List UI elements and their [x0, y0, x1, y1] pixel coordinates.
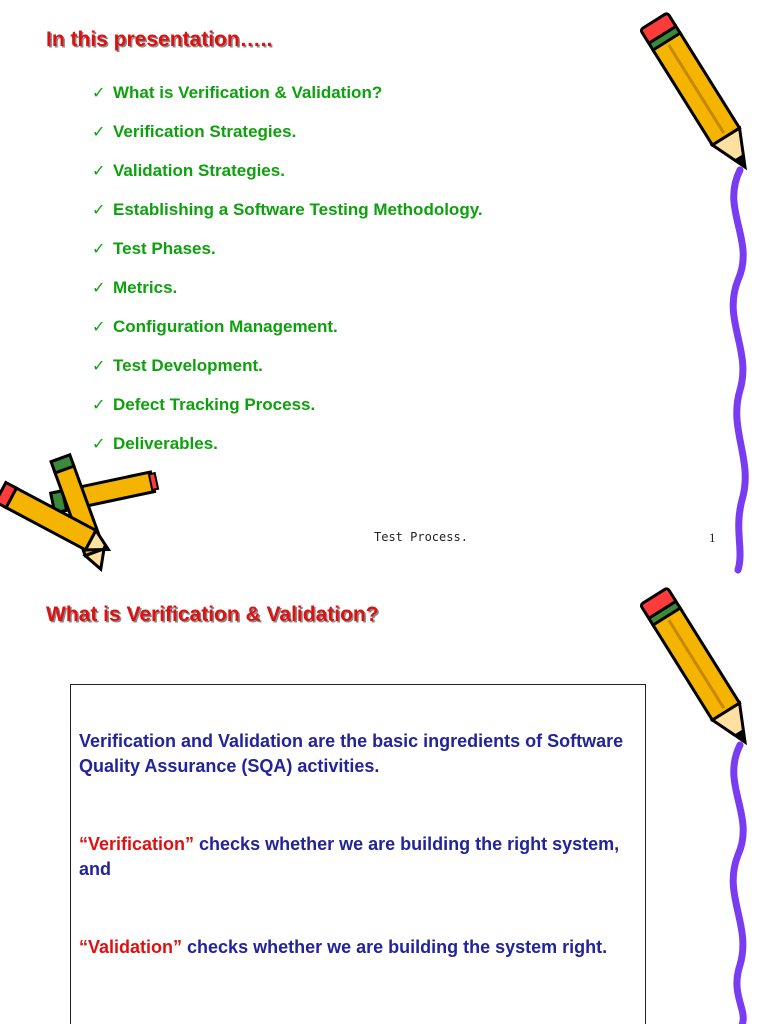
list-item	[92, 119, 483, 158]
check-icon: ✓	[92, 434, 106, 453]
list-item	[92, 80, 483, 119]
list-item-label: Configuration Management.	[113, 317, 338, 336]
list-item	[92, 392, 483, 431]
list-item-label: Test Development.	[113, 356, 263, 375]
close-quote: ”	[173, 937, 183, 957]
list-item	[92, 275, 483, 314]
slide-title: What is Verification & Validation?	[46, 603, 379, 626]
list-item	[92, 158, 483, 197]
list-item-label: Deliverables.	[113, 434, 218, 453]
open-quote: “	[79, 937, 88, 957]
crossed-pencils-icon	[0, 460, 160, 570]
squiggle-line	[700, 745, 760, 1024]
open-quote: “	[79, 834, 88, 854]
slide-footer: Test Process.	[374, 530, 468, 544]
list-item-label: What is Verification & Validation?	[113, 83, 383, 102]
squiggle-line	[700, 170, 760, 570]
list-item-label: Validation Strategies.	[113, 161, 285, 180]
term-validation: Validation	[88, 937, 174, 957]
intro-paragraph: Verification and Validation are the basic ingredients of Software Quality Assurance (SQA) activities.	[79, 731, 624, 776]
term-verification: Verification	[88, 834, 186, 854]
check-icon: ✓	[92, 83, 106, 102]
agenda-list	[92, 80, 483, 470]
check-icon: ✓	[92, 161, 106, 180]
definition-text: checks whether we are building the system right.	[182, 937, 608, 957]
slide-title: In this presentation…..	[46, 28, 273, 51]
definition-text: checks whether we are building the right system, and	[79, 834, 620, 879]
list-item-label: Defect Tracking Process.	[113, 395, 316, 414]
list-item-label: Test Phases.	[113, 239, 216, 258]
list-item-label: Establishing a Software Testing Methodology.	[113, 200, 483, 219]
definition-box	[70, 684, 646, 1024]
list-item-label: Metrics.	[113, 278, 178, 297]
list-item-label: Verification Strategies.	[113, 122, 297, 141]
close-quote: ”	[185, 834, 195, 854]
page-number: 1	[709, 530, 716, 545]
list-item	[92, 314, 483, 353]
check-icon: ✓	[92, 278, 106, 297]
check-icon: ✓	[92, 317, 106, 336]
list-item	[92, 353, 483, 392]
list-item	[92, 197, 483, 236]
check-icon: ✓	[92, 395, 106, 414]
check-icon: ✓	[92, 356, 106, 375]
check-icon: ✓	[92, 122, 106, 141]
check-icon: ✓	[92, 200, 106, 219]
pencil-icon	[640, 575, 760, 765]
list-item	[92, 236, 483, 275]
validation-paragraph	[79, 935, 645, 960]
pencil-icon	[640, 0, 760, 190]
verification-paragraph	[79, 832, 645, 882]
slide-2	[0, 575, 768, 1024]
check-icon: ✓	[92, 239, 106, 258]
